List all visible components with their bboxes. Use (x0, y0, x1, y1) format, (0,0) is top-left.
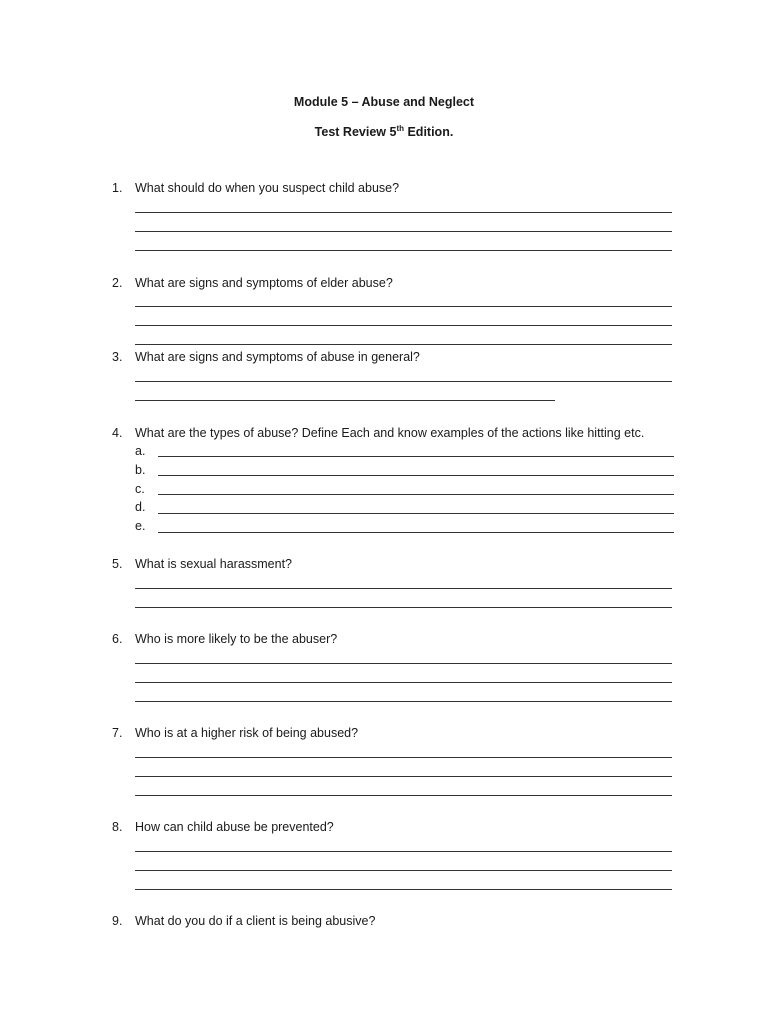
question-text: What do you do if a client is being abusive? (135, 914, 376, 928)
answer-line[interactable] (158, 475, 674, 476)
answer-line[interactable] (135, 851, 672, 852)
answer-line[interactable] (135, 231, 672, 232)
subtitle-superscript: th (396, 124, 404, 133)
question-number: 8. (112, 820, 123, 834)
question-text: What is sexual harassment? (135, 557, 293, 571)
answer-line[interactable] (135, 870, 672, 871)
answer-line[interactable] (135, 795, 672, 796)
answer-line[interactable] (135, 212, 672, 213)
subtitle-prefix: Test Review 5 (314, 125, 397, 140)
answer-line[interactable] (135, 250, 672, 251)
question-number: 3. (112, 350, 123, 364)
answer-line[interactable] (135, 682, 672, 683)
answer-line[interactable] (135, 400, 555, 401)
answer-line[interactable] (135, 889, 672, 890)
question-number: 5. (112, 557, 123, 571)
sub-item-label: e. (135, 519, 146, 533)
answer-line[interactable] (135, 776, 672, 777)
answer-line[interactable] (135, 325, 672, 326)
document-title: Module 5 – Abuse and Neglect (293, 95, 475, 109)
question-text: What are signs and symptoms of elder abuse? (135, 276, 393, 290)
answer-line[interactable] (135, 757, 672, 758)
question-text: What are the types of abuse? Define Each and know examples of the actions like hitting etc. (135, 426, 645, 440)
question-text: What should do when you suspect child abuse? (135, 181, 400, 195)
answer-line[interactable] (135, 381, 672, 382)
question-text: What are signs and symptoms of abuse in general? (135, 350, 420, 364)
answer-line[interactable] (135, 663, 672, 664)
question-text: Who is at a higher risk of being abused? (135, 726, 359, 740)
answer-line[interactable] (135, 344, 672, 345)
document-subtitle (0, 124, 768, 139)
question-number: 2. (112, 276, 123, 290)
sub-item-label: b. (135, 463, 146, 477)
answer-line[interactable] (135, 588, 672, 589)
sub-item-label: c. (135, 482, 145, 496)
question-text: Who is more likely to be the abuser? (135, 632, 338, 646)
answer-line[interactable] (135, 701, 672, 702)
answer-line[interactable] (158, 532, 674, 533)
question-number: 4. (112, 426, 123, 440)
question-number: 6. (112, 632, 123, 646)
question-number: 7. (112, 726, 123, 740)
answer-line[interactable] (158, 513, 674, 514)
sub-item-label: a. (135, 444, 146, 458)
question-number: 1. (112, 181, 123, 195)
answer-line[interactable] (135, 306, 672, 307)
question-number: 9. (112, 914, 123, 928)
answer-line[interactable] (158, 456, 674, 457)
answer-line[interactable] (135, 607, 672, 608)
subtitle-suffix: Edition. (404, 125, 454, 140)
question-text: How can child abuse be prevented? (135, 820, 334, 834)
sub-item-label: d. (135, 500, 146, 514)
answer-line[interactable] (158, 494, 674, 495)
